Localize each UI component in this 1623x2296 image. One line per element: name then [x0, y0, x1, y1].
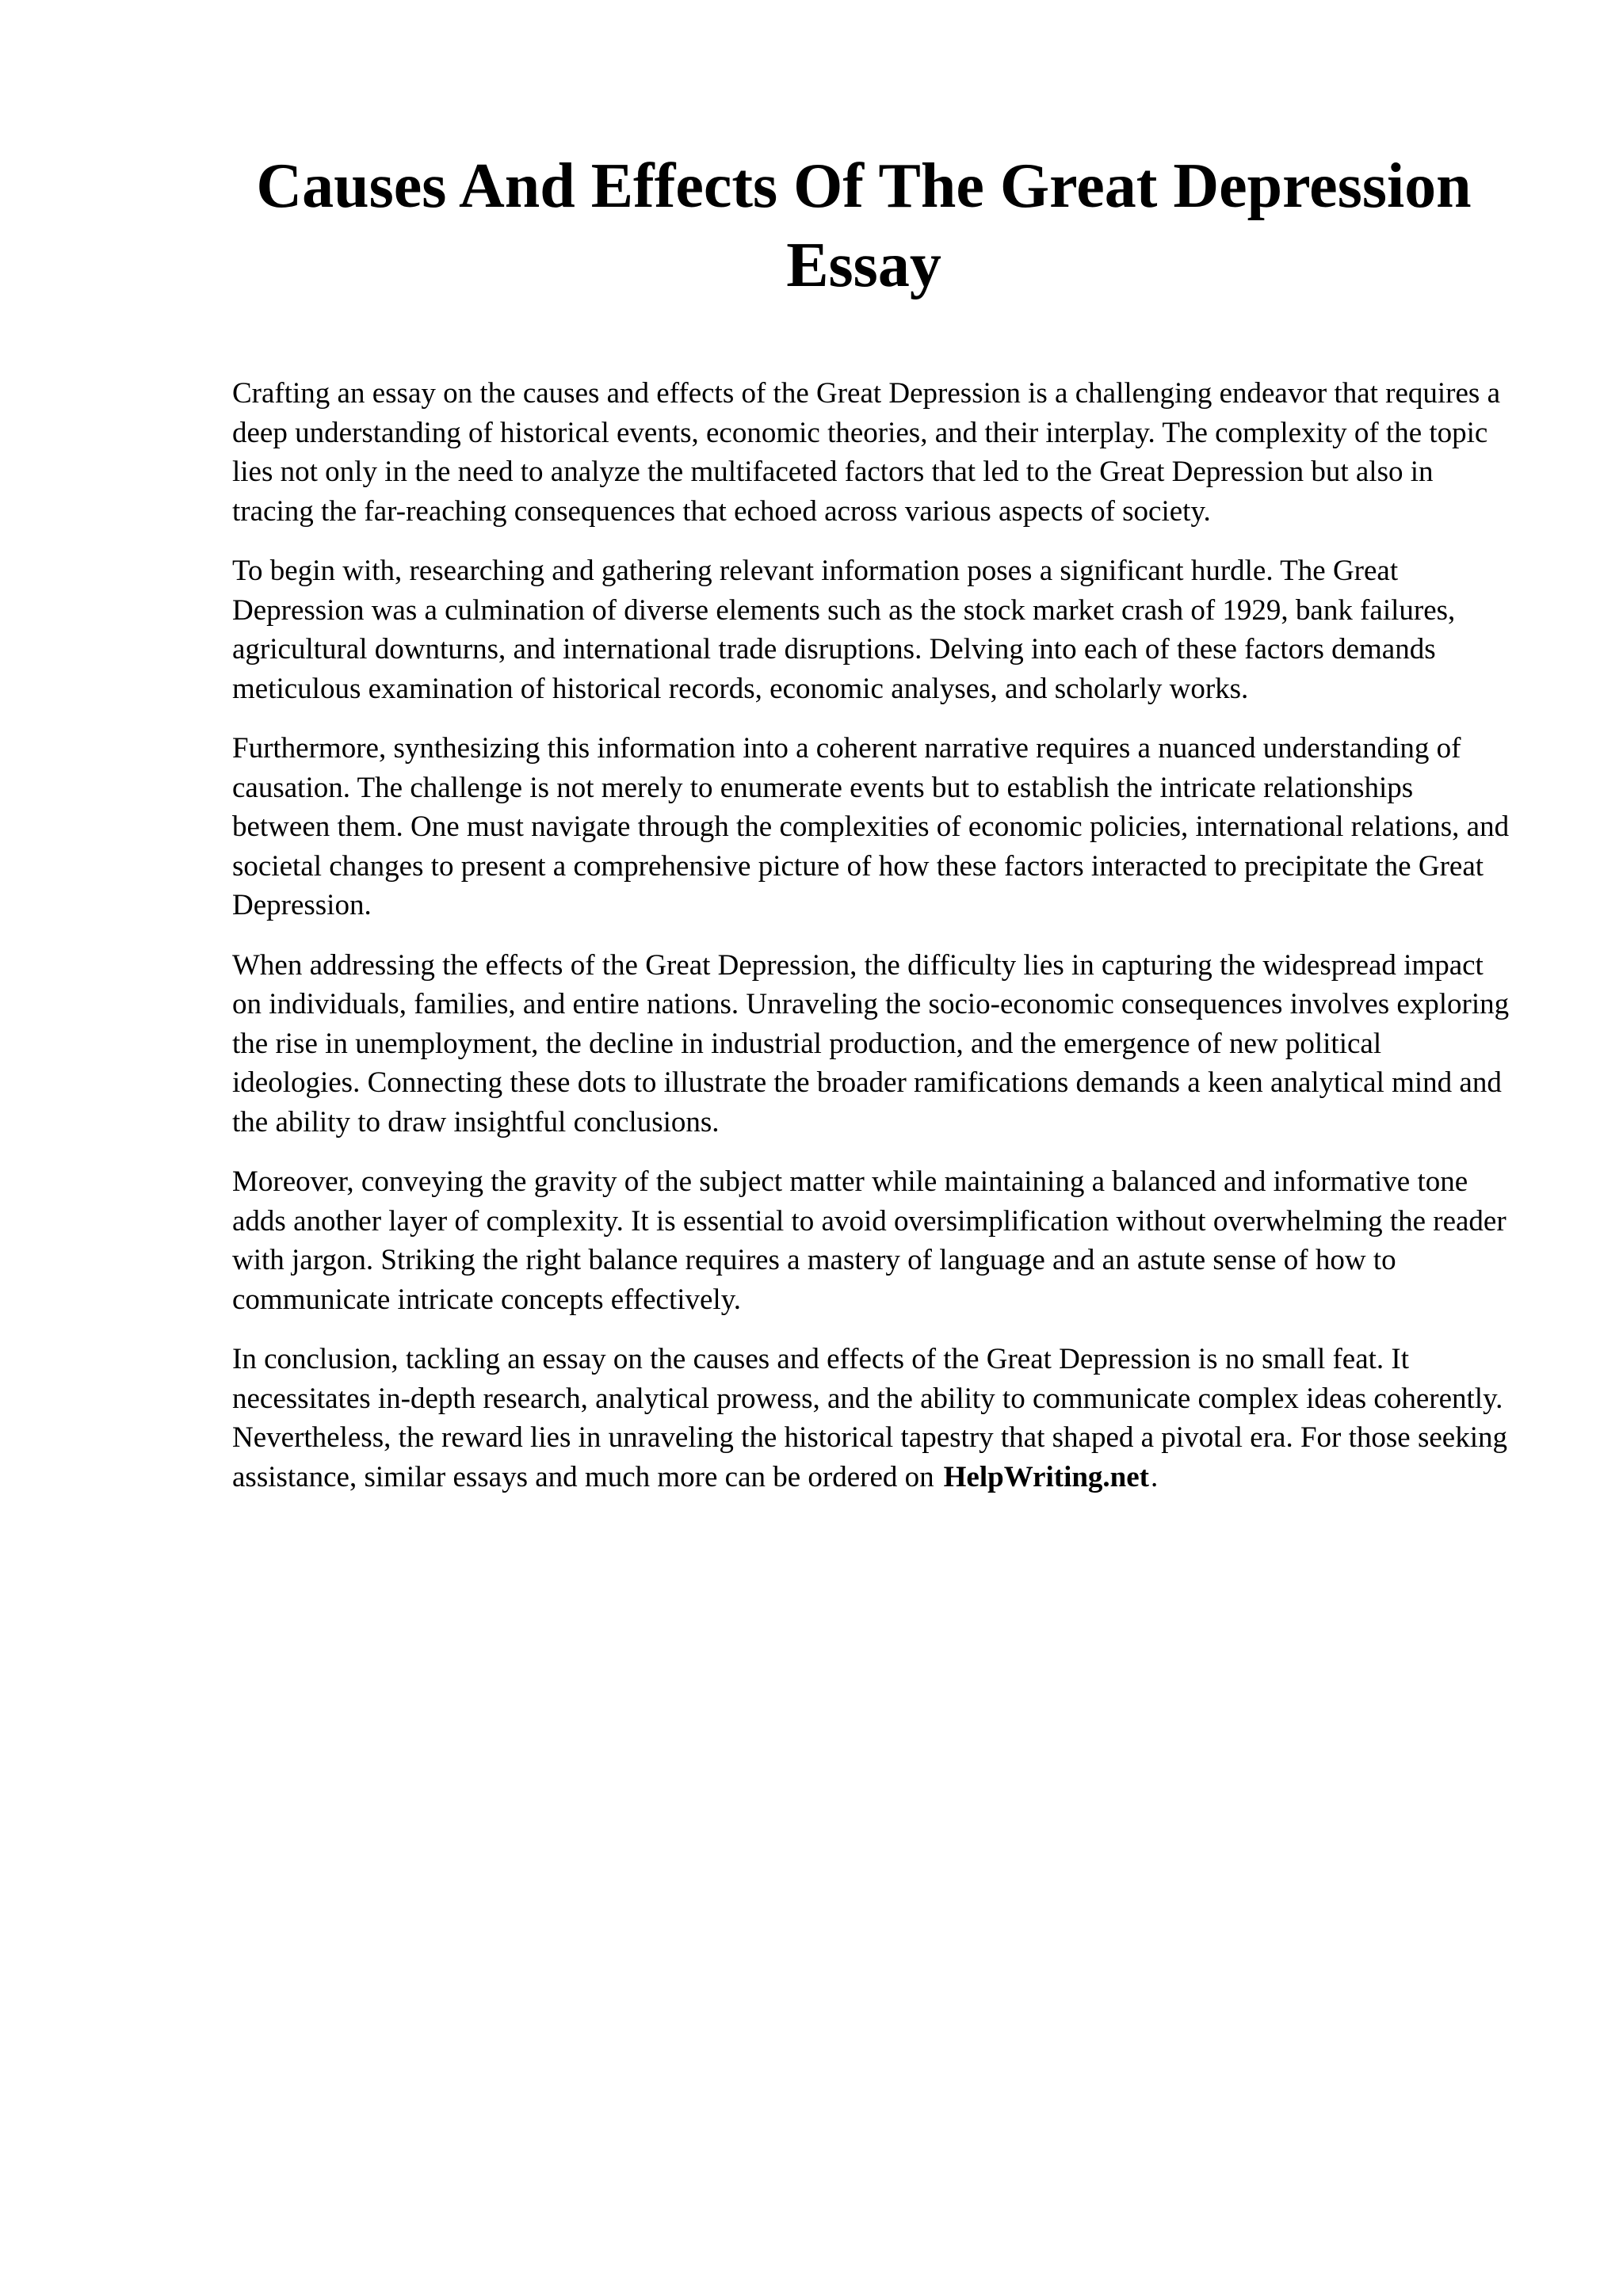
paragraph-2: To begin with, researching and gathering relevant information poses a significant hurdle. The Great Depression was a culmination of diverse elements such as the stock market crash of 1929, bank failures, agricultural downturns, and international trade disruptions. Delving into each of these factors demands meticulous examination of historical records, economic analyses, and scholarly works. — [232, 555, 1456, 705]
paragraph-3: Furthermore, synthesizing this information into a coherent narrative requires a nuanced understanding of causation. The challenge is not merely to enumerate events but to establish the intricate relationships between them. One must navigate through the complexities of economic policies, international relations, and societal changes to present a comprehensive picture of how these factors interacted to precipitate the Great Depression. — [232, 732, 1510, 921]
conclusion-text: In conclusion, tackling an essay on the causes and effects of the Great Depression is no small feat. It necessitates in-depth research, analytical prowess, and the ability to communicate complex ideas coherently. Nevertheless, the reward lies in unraveling the historical tapestry that shaped a pivotal era. For those seeking assistance, similar essays and much more can be ordered on — [232, 1343, 1507, 1493]
paragraph-4: When addressing the effects of the Great Depression, the difficulty lies in capturing the widespread impact on individuals, families, and entire nations. Unraveling the socio-economic consequences involves exploring the rise in unemployment, the decline in industrial production, and the emergence of new political ideologies. Connecting these dots to illustrate the broader ramifications demands a keen analytical mind and the ability to draw insightful conclusions. — [232, 948, 1510, 1138]
helpwriting-link[interactable]: HelpWriting.net — [943, 1460, 1149, 1493]
conclusion-period: . — [1151, 1460, 1159, 1493]
paragraph-conclusion — [232, 1340, 1516, 1497]
paragraph-5: Moreover, conveying the gravity of the subject matter while maintaining a balanced and informative tone adds another layer of complexity. It is essential to avoid oversimplification without overwhelming the reader with jargon. Striking the right balance requires a mastery of language and an astute sense of how to communicate intricate concepts effectively. — [232, 1165, 1507, 1316]
essay-body — [232, 374, 1516, 1517]
paragraph-1: Crafting an essay on the causes and effects of the Great Depression is a challenging endeavor that requires a deep understanding of historical events, economic theories, and their interplay. The complexity of the topic lies not only in the need to analyze the multifaceted factors that led to the Great Depression but also in tracing the far-reaching consequences that echoed across various aspects of society. — [232, 377, 1500, 528]
essay-title: Causes And Effects Of The Great Depression Essay — [256, 151, 1472, 300]
